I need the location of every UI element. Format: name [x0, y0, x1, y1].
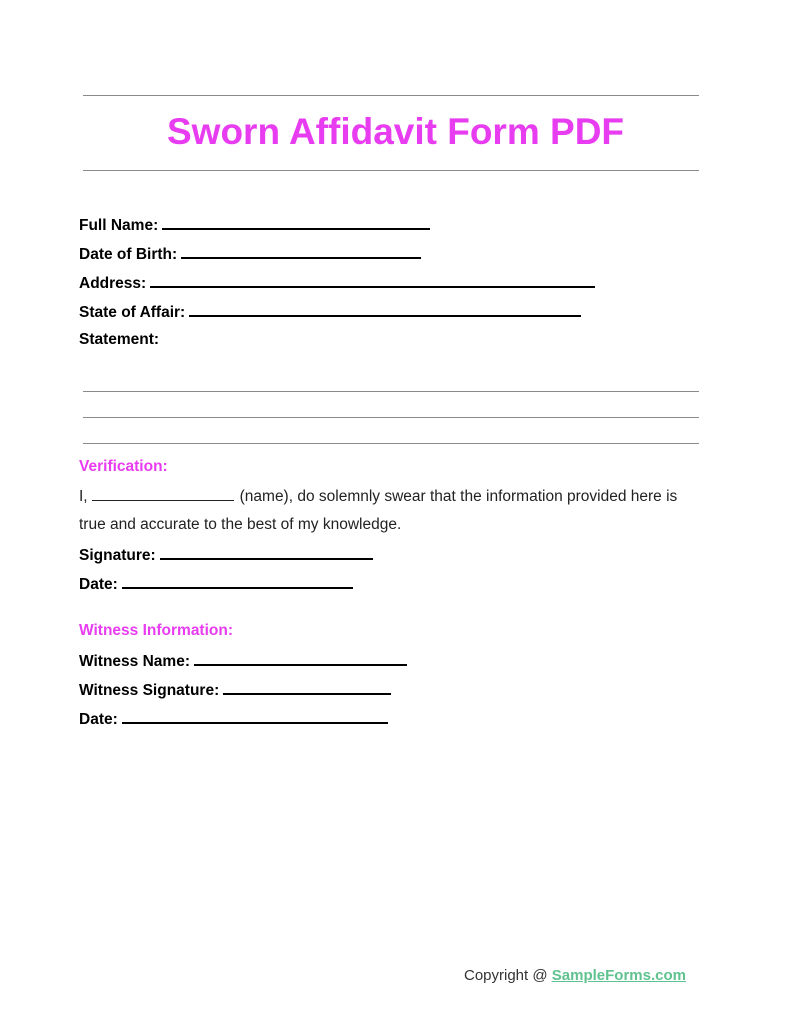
- witness-signature-label: Witness Signature:: [79, 682, 220, 699]
- footer-copyright: [464, 966, 686, 986]
- address-label: Address:: [79, 275, 147, 292]
- verification-date-label: Date:: [79, 576, 118, 593]
- statement-label: Statement:: [79, 331, 160, 348]
- state-of-affair-field: [79, 301, 581, 323]
- witness-date-blank[interactable]: [122, 708, 388, 724]
- verification-name-blank[interactable]: [92, 486, 234, 501]
- full-name-blank[interactable]: [162, 214, 430, 230]
- title-bottom-rule: [83, 170, 699, 171]
- statement-line-3[interactable]: [83, 443, 699, 444]
- full-name-label: Full Name:: [79, 217, 159, 234]
- statement-line-1[interactable]: [83, 391, 699, 392]
- verification-date-field: [79, 573, 353, 595]
- title-top-rule: [83, 95, 699, 96]
- signature-blank[interactable]: [160, 544, 373, 560]
- page-title: Sworn Affidavit Form PDF: [166, 111, 625, 152]
- signature-label: Signature:: [79, 547, 156, 564]
- state-of-affair-label: State of Affair:: [79, 304, 186, 321]
- copyright-text: Copyright @: [464, 967, 548, 984]
- verification-date-blank[interactable]: [122, 573, 353, 589]
- state-of-affair-blank[interactable]: [189, 301, 581, 317]
- witness-date-label: Date:: [79, 711, 118, 728]
- verification-text-line-2: true and accurate to the best of my knowledge.: [79, 516, 402, 533]
- verification-prefix: I,: [79, 488, 88, 505]
- date-of-birth-field: [79, 243, 421, 265]
- address-field: [79, 272, 595, 294]
- witness-name-field: [79, 650, 407, 672]
- verification-heading: Verification:: [79, 458, 168, 475]
- verification-text-line-1: [79, 486, 677, 507]
- signature-field: [79, 544, 373, 566]
- date-of-birth-blank[interactable]: [181, 243, 421, 259]
- full-name-field: [79, 214, 430, 236]
- date-of-birth-label: Date of Birth:: [79, 246, 178, 263]
- statement-line-2[interactable]: [83, 417, 699, 418]
- witness-signature-blank[interactable]: [223, 679, 391, 695]
- address-blank[interactable]: [150, 272, 595, 288]
- sampleforms-link[interactable]: SampleForms.com: [551, 967, 686, 984]
- witness-date-field: [79, 708, 388, 730]
- witness-name-blank[interactable]: [194, 650, 407, 666]
- verification-text-suffix: (name), do solemnly swear that the information provided here is: [239, 488, 678, 505]
- witness-name-label: Witness Name:: [79, 653, 190, 670]
- witness-heading: Witness Information:: [79, 622, 234, 639]
- witness-signature-field: [79, 679, 391, 701]
